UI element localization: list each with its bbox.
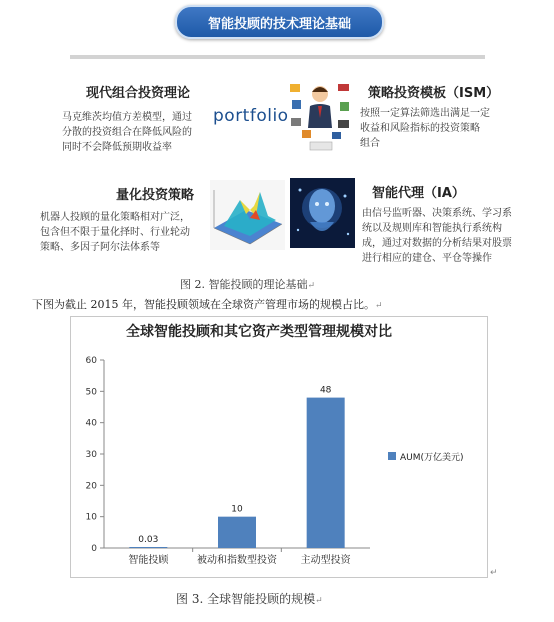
- strategy-template-line: 按照一定算法筛选出满足一定: [360, 108, 490, 119]
- x-category-label: 主动型投资: [300, 555, 351, 566]
- figure-2-caption: [180, 276, 315, 292]
- y-tick-label: 30: [85, 450, 97, 460]
- quant-strategy-line: 包含但不限于量化择时、行业轮动: [40, 227, 190, 238]
- bar-chart: [70, 316, 488, 578]
- y-tick-label: 50: [85, 387, 97, 398]
- chart-title: 全球智能投顾和其它资产类型管理规模对比: [126, 324, 392, 340]
- businessman-illustration: [288, 78, 353, 153]
- intelligent-agent-line: 成，通过对数据的分析结果对股票: [362, 238, 512, 249]
- bar: [307, 398, 345, 548]
- y-tick-label: 10: [85, 512, 97, 523]
- modern-portfolio-line: 马克维茨均值方差模型，通过: [62, 112, 192, 123]
- bar: [129, 547, 167, 548]
- y-tick-label: 60: [85, 356, 97, 366]
- modern-portfolio-body: [62, 110, 222, 155]
- intelligent-agent-line: 统以及规则库和智能执行系统构: [362, 223, 502, 234]
- intelligent-agent-line: 由信号监听器、决策系统、学习系: [362, 208, 512, 219]
- legend-swatch: [388, 452, 396, 460]
- header-divider: [70, 55, 485, 59]
- figure-3-caption-text: 图 3. 全球智能投顾的规模: [176, 592, 316, 606]
- x-category-label: 智能投顾: [128, 555, 169, 566]
- modern-portfolio-line: 同时不会降低预期收益率: [62, 142, 172, 153]
- quant-strategy-line: 策略、多因子阿尔法体系等: [40, 242, 160, 253]
- bar: [218, 517, 256, 548]
- section-title: 智能投顾的技术理论基础: [207, 16, 351, 32]
- data-label: 48: [319, 385, 332, 396]
- return-mark-icon: ↵: [375, 301, 383, 311]
- figure-2-caption-text: 图 2. 智能投顾的理论基础: [180, 278, 308, 291]
- strategy-template-body: [360, 106, 530, 151]
- y-tick-label: 20: [85, 481, 97, 492]
- return-mark-icon: ↵: [307, 281, 316, 291]
- intro-paragraph: [32, 296, 383, 312]
- strategy-template-title: 策略投资模板（ISM）: [368, 86, 500, 101]
- strategy-template-line: 收益和风险指标的投资策略: [360, 123, 480, 134]
- intro-paragraph-text: 下图为截止 2015 年，智能投顾领域在全球资产管理市场的规模占比。: [32, 298, 375, 311]
- ai-head-illustration: [290, 178, 355, 248]
- chart-bars: [128, 386, 351, 566]
- surface-plot-illustration: [210, 180, 285, 250]
- y-tick-label: 0: [91, 544, 97, 554]
- quant-strategy-line: 机器人投顾的量化策略相对广泛，: [40, 212, 190, 223]
- data-label: 0.03: [138, 535, 159, 545]
- return-mark-icon: ↵: [315, 596, 323, 606]
- legend-label: AUM(万亿美元): [400, 453, 464, 463]
- strategy-template-line: 组合: [360, 138, 380, 149]
- figure-3-caption: [176, 590, 323, 607]
- portfolio-logo: portfolio: [213, 106, 289, 126]
- quant-strategy-title: 量化投资策略: [116, 188, 195, 203]
- intelligent-agent-line: 进行相应的建仓、平仓等操作: [362, 253, 492, 264]
- x-category-label: 被动和指数型投资: [197, 555, 277, 566]
- intelligent-agent-body: [362, 206, 532, 266]
- intelligent-agent-title: 智能代理（IA）: [372, 186, 465, 201]
- quant-strategy-body: [40, 210, 215, 255]
- return-mark-icon: ↵: [490, 568, 498, 578]
- chart-legend: [388, 451, 464, 463]
- y-tick-label: 40: [85, 418, 97, 429]
- modern-portfolio-title: 现代组合投资理论: [86, 86, 191, 101]
- data-label: 10: [231, 504, 243, 515]
- modern-portfolio-line: 分散的投资组合在降低风险的: [62, 127, 192, 138]
- section-title-banner: [175, 5, 384, 39]
